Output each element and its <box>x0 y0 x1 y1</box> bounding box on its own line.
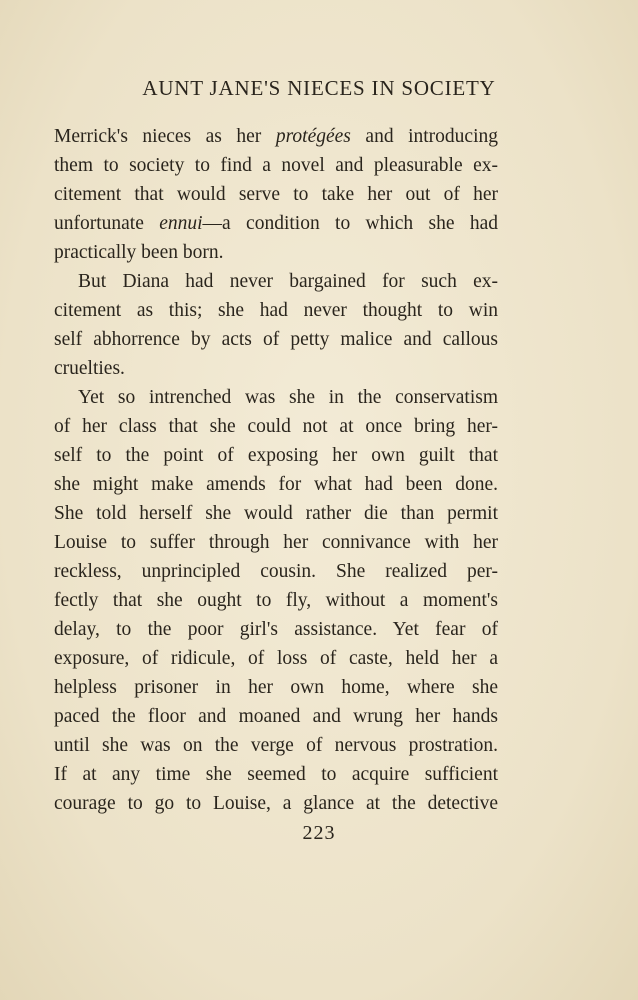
text-line <box>54 296 498 325</box>
text-run: reckless, unprincipled cousin. She realized per- <box>54 561 498 582</box>
text-run: and introducing <box>350 126 498 147</box>
italic-word: ennui <box>159 213 203 234</box>
text-run: paced the floor and moaned and wrung her hands <box>54 706 498 727</box>
text-line <box>54 499 498 528</box>
text-line <box>54 325 498 354</box>
text-line <box>54 702 498 731</box>
body-text <box>54 122 498 818</box>
text-line <box>54 470 498 499</box>
text-line <box>54 528 498 557</box>
text-line <box>54 441 498 470</box>
paragraph <box>54 383 498 818</box>
text-line <box>54 383 498 412</box>
page-number: 223 <box>302 822 336 844</box>
text-run: Merrick's nieces as her <box>54 126 276 147</box>
text-run: she might make amends for what had been done. <box>54 474 498 495</box>
text-line <box>54 180 498 209</box>
text-line <box>54 644 498 673</box>
text-run: —a condition to which she had <box>202 213 498 234</box>
text-line <box>54 412 498 441</box>
text-line <box>54 238 498 267</box>
text-run: helpless prisoner in her own home, where she <box>54 677 498 698</box>
text-run: But Diana had never bargained for such ex- <box>78 271 498 292</box>
text-line <box>54 209 498 238</box>
text-run: If at any time she seemed to acquire sufficient <box>54 764 498 785</box>
text-run: Louise to suffer through her connivance with her <box>54 532 498 553</box>
text-line <box>54 586 498 615</box>
paragraph <box>54 122 498 267</box>
text-run: unfortunate <box>54 213 160 234</box>
text-run: exposure, of ridicule, of loss of caste, held her a <box>54 648 498 669</box>
text-run: courage to go to Louise, a glance at the detective <box>54 793 498 814</box>
text-line <box>54 267 498 296</box>
text-line <box>54 673 498 702</box>
text-run: self to the point of exposing her own guilt that <box>54 445 498 466</box>
paragraph <box>54 267 498 383</box>
text-line <box>54 789 498 818</box>
text-line <box>54 354 498 383</box>
text-run: Yet so intrenched was she in the conservatism <box>78 387 498 408</box>
text-run: delay, to the poor girl's assistance. Yet fear of <box>54 619 498 640</box>
text-run: practically been born. <box>54 242 224 263</box>
text-run: citement that would serve to take her out of her <box>54 184 498 205</box>
text-run: She told herself she would rather die than permit <box>54 503 498 524</box>
text-run: self abhorrence by acts of petty malice and callous <box>54 329 498 350</box>
text-line <box>54 557 498 586</box>
italic-word: protégées <box>275 126 351 147</box>
text-line <box>54 615 498 644</box>
text-line <box>54 760 498 789</box>
text-line <box>54 122 498 151</box>
text-run: them to society to find a novel and pleasurable ex- <box>54 155 498 176</box>
text-run: until she was on the verge of nervous prostration. <box>54 735 498 756</box>
text-run: of her class that she could not at once bring her- <box>54 416 498 437</box>
text-run: citement as this; she had never thought to win <box>54 300 498 321</box>
text-run: fectly that she ought to fly, without a moment's <box>54 590 498 611</box>
text-line <box>54 731 498 760</box>
running-header: AUNT JANE'S NIECES IN SOCIETY <box>142 76 496 100</box>
text-line <box>54 151 498 180</box>
text-run: cruelties. <box>54 358 125 379</box>
